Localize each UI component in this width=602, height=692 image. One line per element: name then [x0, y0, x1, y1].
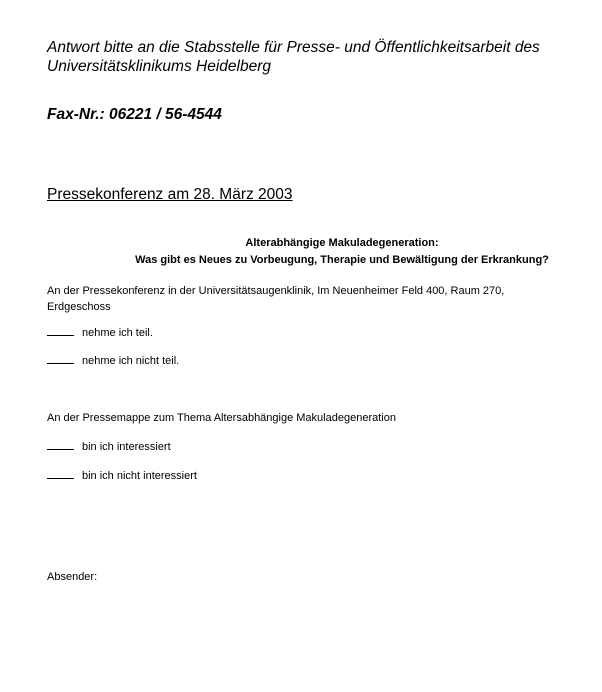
press-kit-intro: An der Pressemappe zum Thema Altersabhängige Makuladegeneration [47, 412, 396, 424]
not-attend-checkbox-line[interactable] [47, 354, 74, 364]
topic-title [47, 235, 602, 269]
reply-instruction-line-2: Universitätsklinikums Heidelberg [47, 58, 271, 75]
topic-title-line-2: Was gibt es Neues zu Vorbeugung, Therapie und Bewältigung der Erkrankung? [135, 254, 549, 266]
not-interested-checkbox-line[interactable] [47, 469, 74, 479]
not-attend-option-label: nehme ich nicht teil. [82, 355, 180, 367]
conference-attendance-intro-line-1: An der Pressekonferenz in der Universitätsaugenklinik, Im Neuenheimer Feld 400, Raum 270, [47, 285, 505, 297]
attend-checkbox-line[interactable] [47, 326, 74, 336]
attend-option-label: nehme ich teil. [82, 327, 153, 339]
interested-checkbox-line[interactable] [47, 440, 74, 450]
topic-title-line-1: Alterabhängige Makuladegeneration: [245, 237, 439, 249]
sender-label: Absender: [47, 571, 98, 583]
conference-heading: Pressekonferenz am 28. März 2003 [47, 186, 293, 203]
fax-number: Fax-Nr.: 06221 / 56-4544 [47, 106, 222, 123]
not-attend-option [47, 353, 179, 369]
interested-option [47, 439, 171, 455]
not-interested-option [47, 468, 197, 484]
reply-instruction [47, 38, 587, 76]
not-interested-option-label: bin ich nicht interessiert [82, 470, 197, 482]
interested-option-label: bin ich interessiert [82, 441, 171, 453]
attend-option [47, 325, 153, 341]
reply-instruction-line-1: Antwort bitte an die Stabsstelle für Presse- und Öffentlichkeitsarbeit des [47, 39, 540, 56]
conference-attendance-intro [47, 283, 504, 315]
conference-attendance-intro-line-2: Erdgeschoss [47, 301, 111, 313]
